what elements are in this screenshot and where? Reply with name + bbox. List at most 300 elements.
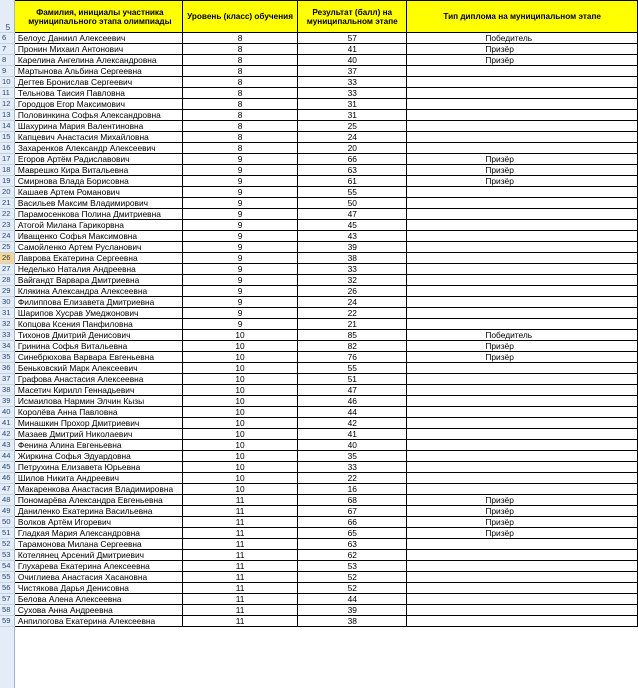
- cell-name[interactable]: Котелянец Арсений Дмитриевич: [14, 550, 182, 561]
- row-number[interactable]: 32: [0, 319, 14, 330]
- cell-grade[interactable]: 11: [182, 506, 297, 517]
- cell-grade[interactable]: 8: [182, 77, 297, 88]
- cell-diploma[interactable]: [407, 209, 638, 220]
- cell-diploma[interactable]: [407, 88, 638, 99]
- cell-score[interactable]: 47: [298, 385, 407, 396]
- cell-grade[interactable]: 9: [182, 253, 297, 264]
- cell-grade[interactable]: 8: [182, 99, 297, 110]
- cell-name[interactable]: Тарамонова Милана Сергеевна: [14, 539, 182, 550]
- cell-grade[interactable]: 10: [182, 484, 297, 495]
- row-number[interactable]: 25: [0, 242, 14, 253]
- row-number[interactable]: 43: [0, 440, 14, 451]
- cell-score[interactable]: 40: [298, 440, 407, 451]
- cell-name[interactable]: Лаврова Екатерина Сергеевна: [14, 253, 182, 264]
- cell-grade[interactable]: 10: [182, 407, 297, 418]
- cell-score[interactable]: 63: [298, 165, 407, 176]
- cell-name[interactable]: Глухарева Екатерина Алексеевна: [14, 561, 182, 572]
- cell-score[interactable]: 22: [298, 473, 407, 484]
- table-row: [0, 473, 638, 484]
- cell-grade[interactable]: 10: [182, 473, 297, 484]
- cell-score[interactable]: 33: [298, 264, 407, 275]
- cell-grade[interactable]: 9: [182, 242, 297, 253]
- cell-grade[interactable]: 10: [182, 462, 297, 473]
- cell-diploma[interactable]: [407, 484, 638, 495]
- cell-grade[interactable]: 8: [182, 44, 297, 55]
- cell-diploma[interactable]: Призёр: [407, 165, 638, 176]
- table-row: [0, 385, 638, 396]
- cell-name[interactable]: Копцова Ксения Панфиловна: [14, 319, 182, 330]
- cell-grade[interactable]: 8: [182, 132, 297, 143]
- cell-name[interactable]: Макаренкова Анастасия Владимировна: [14, 484, 182, 495]
- cell-grade[interactable]: 11: [182, 539, 297, 550]
- cell-grade[interactable]: 8: [182, 55, 297, 66]
- cell-diploma[interactable]: [407, 550, 638, 561]
- row-number[interactable]: 46: [0, 473, 14, 484]
- cell-diploma[interactable]: [407, 319, 638, 330]
- cell-diploma[interactable]: [407, 253, 638, 264]
- cell-score[interactable]: 22: [298, 308, 407, 319]
- cell-diploma[interactable]: Призёр: [407, 154, 638, 165]
- cell-grade[interactable]: 10: [182, 374, 297, 385]
- cell-score[interactable]: 33: [298, 88, 407, 99]
- table-row: [0, 616, 638, 627]
- cell-grade[interactable]: 10: [182, 385, 297, 396]
- cell-grade[interactable]: 10: [182, 429, 297, 440]
- cell-name[interactable]: Клякина Александра Алексеевна: [14, 286, 182, 297]
- cell-name[interactable]: Половинкина Софья Александровна: [14, 110, 182, 121]
- cell-score[interactable]: 41: [298, 44, 407, 55]
- cell-grade[interactable]: 8: [182, 88, 297, 99]
- cell-score[interactable]: 53: [298, 561, 407, 572]
- table-row: [0, 55, 638, 66]
- cell-score[interactable]: 46: [298, 396, 407, 407]
- cell-score[interactable]: 66: [298, 517, 407, 528]
- row-number[interactable]: 27: [0, 264, 14, 275]
- cell-name[interactable]: Петрухина Елизавета Юрьевна: [14, 462, 182, 473]
- cell-diploma[interactable]: [407, 440, 638, 451]
- row-number[interactable]: 52: [0, 539, 14, 550]
- cell-score[interactable]: 66: [298, 154, 407, 165]
- cell-score[interactable]: 33: [298, 462, 407, 473]
- cell-name[interactable]: Анпилогова Екатерина Алексеевна: [14, 616, 182, 627]
- cell-diploma[interactable]: [407, 418, 638, 429]
- cell-grade[interactable]: 8: [182, 110, 297, 121]
- cell-diploma[interactable]: [407, 242, 638, 253]
- cell-name[interactable]: Даниленко Екатерина Васильевна: [14, 506, 182, 517]
- row-number[interactable]: 49: [0, 506, 14, 517]
- row-number[interactable]: 13: [0, 110, 14, 121]
- cell-diploma[interactable]: [407, 275, 638, 286]
- cell-name[interactable]: Мазаев Дмитрий Николаевич: [14, 429, 182, 440]
- cell-diploma[interactable]: [407, 462, 638, 473]
- row-number[interactable]: 7: [0, 44, 14, 55]
- row-number[interactable]: 29: [0, 286, 14, 297]
- table-row: [0, 143, 638, 154]
- cell-score[interactable]: 44: [298, 594, 407, 605]
- cell-diploma[interactable]: [407, 363, 638, 374]
- cell-score[interactable]: 40: [298, 55, 407, 66]
- cell-score[interactable]: 52: [298, 583, 407, 594]
- cell-score[interactable]: 55: [298, 187, 407, 198]
- cell-score[interactable]: 25: [298, 121, 407, 132]
- cell-score[interactable]: 42: [298, 418, 407, 429]
- cell-score[interactable]: 26: [298, 286, 407, 297]
- row-number[interactable]: 55: [0, 572, 14, 583]
- cell-grade[interactable]: 10: [182, 451, 297, 462]
- cell-name[interactable]: Шилов Никита Андреевич: [14, 473, 182, 484]
- row-number[interactable]: 50: [0, 517, 14, 528]
- table-row: [0, 561, 638, 572]
- cell-name[interactable]: Парамосенкова Полина Дмитриевна: [14, 209, 182, 220]
- row-number[interactable]: 14: [0, 121, 14, 132]
- cell-score[interactable]: 39: [298, 605, 407, 616]
- cell-name[interactable]: Дегтев Бронислав Сергеевич: [14, 77, 182, 88]
- cell-name[interactable]: Королёва Анна Павловна: [14, 407, 182, 418]
- cell-score[interactable]: 67: [298, 506, 407, 517]
- table-row: [0, 429, 638, 440]
- cell-diploma[interactable]: Призёр: [407, 352, 638, 363]
- cell-name[interactable]: Белова Алена Алексеевна: [14, 594, 182, 605]
- row-number[interactable]: 16: [0, 143, 14, 154]
- row-number[interactable]: 20: [0, 187, 14, 198]
- cell-grade[interactable]: 9: [182, 297, 297, 308]
- row-number[interactable]: 10: [0, 77, 14, 88]
- header-row: [0, 1, 638, 33]
- row-number[interactable]: 31: [0, 308, 14, 319]
- cell-grade[interactable]: 10: [182, 363, 297, 374]
- cell-grade[interactable]: 10: [182, 341, 297, 352]
- row-number[interactable]: 18: [0, 165, 14, 176]
- row-number[interactable]: 24: [0, 231, 14, 242]
- cell-score[interactable]: 65: [298, 528, 407, 539]
- table-row: [0, 187, 638, 198]
- cell-score[interactable]: 63: [298, 539, 407, 550]
- row-number[interactable]: 9: [0, 66, 14, 77]
- cell-score[interactable]: 45: [298, 220, 407, 231]
- cell-grade[interactable]: 8: [182, 121, 297, 132]
- cell-name[interactable]: Атогой Милана Гарикорвна: [14, 220, 182, 231]
- cell-grade[interactable]: 11: [182, 572, 297, 583]
- table-row: [0, 165, 638, 176]
- table-row: [0, 484, 638, 495]
- cell-name[interactable]: Смирнова Влада Борисовна: [14, 176, 182, 187]
- column-header-score[interactable]: Результат (балл) на муниципальном этапе: [298, 1, 407, 33]
- cell-score[interactable]: 21: [298, 319, 407, 330]
- cell-score[interactable]: 43: [298, 231, 407, 242]
- cell-name[interactable]: Минашкин Прохор Дмитриевич: [14, 418, 182, 429]
- row-number[interactable]: 54: [0, 561, 14, 572]
- cell-name[interactable]: Гринина Софья Витальевна: [14, 341, 182, 352]
- cell-score[interactable]: 16: [298, 484, 407, 495]
- cell-grade[interactable]: 9: [182, 286, 297, 297]
- cell-score[interactable]: 24: [298, 297, 407, 308]
- cell-grade[interactable]: 10: [182, 352, 297, 363]
- cell-score[interactable]: 52: [298, 572, 407, 583]
- cell-name[interactable]: Иващенко Софья Максимовна: [14, 231, 182, 242]
- row-number[interactable]: 41: [0, 418, 14, 429]
- cell-name[interactable]: Очиглиева Анастасия Хасановна: [14, 572, 182, 583]
- row-number[interactable]: 17: [0, 154, 14, 165]
- cell-score[interactable]: 38: [298, 616, 407, 627]
- row-number[interactable]: 28: [0, 275, 14, 286]
- cell-grade[interactable]: 9: [182, 319, 297, 330]
- cell-diploma[interactable]: [407, 66, 638, 77]
- cell-diploma[interactable]: [407, 572, 638, 583]
- row-number[interactable]: 56: [0, 583, 14, 594]
- cell-name[interactable]: Белоус Даниил Алексеевич: [14, 33, 182, 44]
- cell-diploma[interactable]: Призёр: [407, 506, 638, 517]
- cell-score[interactable]: 37: [298, 66, 407, 77]
- table-row: [0, 231, 638, 242]
- row-number[interactable]: 19: [0, 176, 14, 187]
- column-header-name[interactable]: Фамилия, инициалы участника муниципального этапа олимпиады: [14, 1, 182, 33]
- cell-grade[interactable]: 11: [182, 517, 297, 528]
- cell-score[interactable]: 31: [298, 99, 407, 110]
- cell-diploma[interactable]: [407, 616, 638, 627]
- row-number[interactable]: 42: [0, 429, 14, 440]
- cell-diploma[interactable]: [407, 286, 638, 297]
- cell-diploma[interactable]: [407, 132, 638, 143]
- cell-diploma[interactable]: Призёр: [407, 176, 638, 187]
- cell-diploma[interactable]: Призёр: [407, 341, 638, 352]
- row-number[interactable]: 11: [0, 88, 14, 99]
- cell-diploma[interactable]: [407, 264, 638, 275]
- cell-name[interactable]: Кашаев Артем Романович: [14, 187, 182, 198]
- cell-grade[interactable]: 10: [182, 440, 297, 451]
- row-number[interactable]: 36: [0, 363, 14, 374]
- cell-grade[interactable]: 11: [182, 616, 297, 627]
- cell-diploma[interactable]: [407, 77, 638, 88]
- row-number[interactable]: 21: [0, 198, 14, 209]
- cell-grade[interactable]: 9: [182, 176, 297, 187]
- table-row: [0, 330, 638, 341]
- row-number[interactable]: 12: [0, 99, 14, 110]
- cell-grade[interactable]: 11: [182, 528, 297, 539]
- cell-diploma[interactable]: [407, 385, 638, 396]
- cell-grade[interactable]: 10: [182, 396, 297, 407]
- cell-name[interactable]: Синебрюхова Варвара Евгеньевна: [14, 352, 182, 363]
- cell-diploma[interactable]: Призёр: [407, 55, 638, 66]
- table-row: [0, 44, 638, 55]
- cell-grade[interactable]: 9: [182, 187, 297, 198]
- cell-diploma[interactable]: [407, 429, 638, 440]
- row-number[interactable]: 38: [0, 385, 14, 396]
- cell-score[interactable]: 82: [298, 341, 407, 352]
- cell-score[interactable]: 33: [298, 77, 407, 88]
- cell-name[interactable]: Гладкая Мария Александровна: [14, 528, 182, 539]
- cell-name[interactable]: Графова Анастасия Алексеевна: [14, 374, 182, 385]
- cell-diploma[interactable]: [407, 99, 638, 110]
- cell-grade[interactable]: 9: [182, 209, 297, 220]
- cell-grade[interactable]: 9: [182, 308, 297, 319]
- cell-grade[interactable]: 8: [182, 33, 297, 44]
- cell-score[interactable]: 47: [298, 209, 407, 220]
- cell-name[interactable]: Масетич Кирилл Геннадьевич: [14, 385, 182, 396]
- cell-diploma[interactable]: Призёр: [407, 495, 638, 506]
- cell-grade[interactable]: 11: [182, 583, 297, 594]
- cell-score[interactable]: 51: [298, 374, 407, 385]
- row-number[interactable]: 33: [0, 330, 14, 341]
- cell-grade[interactable]: 9: [182, 220, 297, 231]
- cell-name[interactable]: Тельнова Таисия Павловна: [14, 88, 182, 99]
- cell-name[interactable]: Городцов Егор Максимович: [14, 99, 182, 110]
- cell-name[interactable]: Беньковский Марк Алексеевич: [14, 363, 182, 374]
- cell-grade[interactable]: 9: [182, 275, 297, 286]
- cell-name[interactable]: Шарипов Хусрав Умеджонович: [14, 308, 182, 319]
- cell-name[interactable]: Жиркина Софья Эдуардовна: [14, 451, 182, 462]
- column-header-diploma[interactable]: Тип диплома на муниципальном этапе: [407, 1, 638, 33]
- cell-grade[interactable]: 11: [182, 495, 297, 506]
- row-number[interactable]: 34: [0, 341, 14, 352]
- row-number[interactable]: 53: [0, 550, 14, 561]
- cell-diploma[interactable]: Призёр: [407, 44, 638, 55]
- cell-name[interactable]: Карелина Ангелина Александровна: [14, 55, 182, 66]
- cell-diploma[interactable]: [407, 451, 638, 462]
- cell-diploma[interactable]: Призёр: [407, 528, 638, 539]
- cell-diploma[interactable]: [407, 583, 638, 594]
- row-number[interactable]: 6: [0, 33, 14, 44]
- table-row: [0, 198, 638, 209]
- row-number[interactable]: 39: [0, 396, 14, 407]
- row-number[interactable]: 58: [0, 605, 14, 616]
- cell-name[interactable]: Пономарёва Александра Евгеньевна: [14, 495, 182, 506]
- cell-name[interactable]: Капцевич Анастасия Михайловна: [14, 132, 182, 143]
- table-row: [0, 462, 638, 473]
- cell-diploma[interactable]: [407, 539, 638, 550]
- table-row: [0, 286, 638, 297]
- table-row: [0, 275, 638, 286]
- cell-grade[interactable]: 9: [182, 231, 297, 242]
- cell-name[interactable]: Волков Артём Игоревич: [14, 517, 182, 528]
- cell-score[interactable]: 61: [298, 176, 407, 187]
- cell-name[interactable]: Фенина Алина Евгеньевна: [14, 440, 182, 451]
- table-row: [0, 308, 638, 319]
- row-number[interactable]: 48: [0, 495, 14, 506]
- cell-score[interactable]: 57: [298, 33, 407, 44]
- row-number[interactable]: 51: [0, 528, 14, 539]
- row-number[interactable]: 30: [0, 297, 14, 308]
- row-number[interactable]: 22: [0, 209, 14, 220]
- row-number[interactable]: 57: [0, 594, 14, 605]
- cell-grade[interactable]: 10: [182, 330, 297, 341]
- table-row: [0, 374, 638, 385]
- cell-name[interactable]: Самойленко Артем Русланович: [14, 242, 182, 253]
- cell-diploma[interactable]: [407, 605, 638, 616]
- cell-grade[interactable]: 11: [182, 561, 297, 572]
- row-number[interactable]: 15: [0, 132, 14, 143]
- row-number[interactable]: 8: [0, 55, 14, 66]
- row-number[interactable]: 37: [0, 374, 14, 385]
- cell-diploma[interactable]: [407, 198, 638, 209]
- cell-diploma[interactable]: [407, 220, 638, 231]
- cell-name[interactable]: Тихонов Дмитрий Денисович: [14, 330, 182, 341]
- cell-score[interactable]: 24: [298, 132, 407, 143]
- cell-score[interactable]: 44: [298, 407, 407, 418]
- cell-diploma[interactable]: [407, 231, 638, 242]
- cell-grade[interactable]: 11: [182, 594, 297, 605]
- cell-diploma[interactable]: [407, 396, 638, 407]
- cell-name[interactable]: Неделько Наталия Андреевна: [14, 264, 182, 275]
- table-row: [0, 110, 638, 121]
- cell-grade[interactable]: 11: [182, 605, 297, 616]
- row-number[interactable]: 23: [0, 220, 14, 231]
- row-number[interactable]: 59: [0, 616, 14, 627]
- table-row: [0, 88, 638, 99]
- cell-name[interactable]: Мартынова Альбина Сергеевна: [14, 66, 182, 77]
- cell-diploma[interactable]: Победитель: [407, 33, 638, 44]
- cell-name[interactable]: Филиппова Елизавета Дмитриевна: [14, 297, 182, 308]
- cell-diploma[interactable]: [407, 473, 638, 484]
- cell-score[interactable]: 76: [298, 352, 407, 363]
- cell-score[interactable]: 32: [298, 275, 407, 286]
- table-row: [0, 418, 638, 429]
- cell-name[interactable]: Егоров Артём Радиславович: [14, 154, 182, 165]
- row-number[interactable]: 26: [0, 253, 14, 264]
- cell-score[interactable]: 39: [298, 242, 407, 253]
- row-number[interactable]: 5: [0, 1, 14, 33]
- table-row: [0, 440, 638, 451]
- column-header-grade[interactable]: Уровень (класс) обучения: [182, 1, 297, 33]
- cell-name[interactable]: Маврешко Кира Витальевна: [14, 165, 182, 176]
- cell-diploma[interactable]: [407, 297, 638, 308]
- cell-score[interactable]: 62: [298, 550, 407, 561]
- cell-score[interactable]: 41: [298, 429, 407, 440]
- cell-diploma[interactable]: [407, 121, 638, 132]
- cell-score[interactable]: 55: [298, 363, 407, 374]
- cell-name[interactable]: Чистякова Дарья Денисовна: [14, 583, 182, 594]
- cell-grade[interactable]: 9: [182, 154, 297, 165]
- cell-name[interactable]: Исмаилова Нармин Элчин Кызы: [14, 396, 182, 407]
- cell-name[interactable]: Васильев Максим Владимирович: [14, 198, 182, 209]
- row-number[interactable]: 45: [0, 462, 14, 473]
- cell-diploma[interactable]: [407, 143, 638, 154]
- cell-name[interactable]: Пронин Михаил Антонович: [14, 44, 182, 55]
- cell-score[interactable]: 35: [298, 451, 407, 462]
- cell-diploma[interactable]: Победитель: [407, 330, 638, 341]
- cell-score[interactable]: 85: [298, 330, 407, 341]
- cell-grade[interactable]: 8: [182, 143, 297, 154]
- cell-name[interactable]: Захаренков Александр Алексеевич: [14, 143, 182, 154]
- row-number[interactable]: 40: [0, 407, 14, 418]
- cell-name[interactable]: Вайгандт Варвара Дмитриевна: [14, 275, 182, 286]
- cell-diploma[interactable]: [407, 110, 638, 121]
- cell-diploma[interactable]: [407, 187, 638, 198]
- cell-diploma[interactable]: [407, 374, 638, 385]
- cell-diploma[interactable]: [407, 594, 638, 605]
- cell-grade[interactable]: 9: [182, 198, 297, 209]
- cell-score[interactable]: 68: [298, 495, 407, 506]
- cell-grade[interactable]: 9: [182, 165, 297, 176]
- cell-name[interactable]: Сухова Анна Андреевна: [14, 605, 182, 616]
- row-number[interactable]: 47: [0, 484, 14, 495]
- cell-diploma[interactable]: [407, 561, 638, 572]
- cell-score[interactable]: 20: [298, 143, 407, 154]
- cell-grade[interactable]: 9: [182, 264, 297, 275]
- cell-diploma[interactable]: [407, 407, 638, 418]
- table-row: [0, 396, 638, 407]
- cell-name[interactable]: Шахурина Мария Валентиновна: [14, 121, 182, 132]
- cell-score[interactable]: 31: [298, 110, 407, 121]
- cell-grade[interactable]: 10: [182, 418, 297, 429]
- cell-grade[interactable]: 11: [182, 550, 297, 561]
- row-number[interactable]: 35: [0, 352, 14, 363]
- cell-score[interactable]: 38: [298, 253, 407, 264]
- cell-grade[interactable]: 8: [182, 66, 297, 77]
- cell-diploma[interactable]: [407, 308, 638, 319]
- row-number[interactable]: 44: [0, 451, 14, 462]
- cell-score[interactable]: 50: [298, 198, 407, 209]
- cell-diploma[interactable]: Призёр: [407, 517, 638, 528]
